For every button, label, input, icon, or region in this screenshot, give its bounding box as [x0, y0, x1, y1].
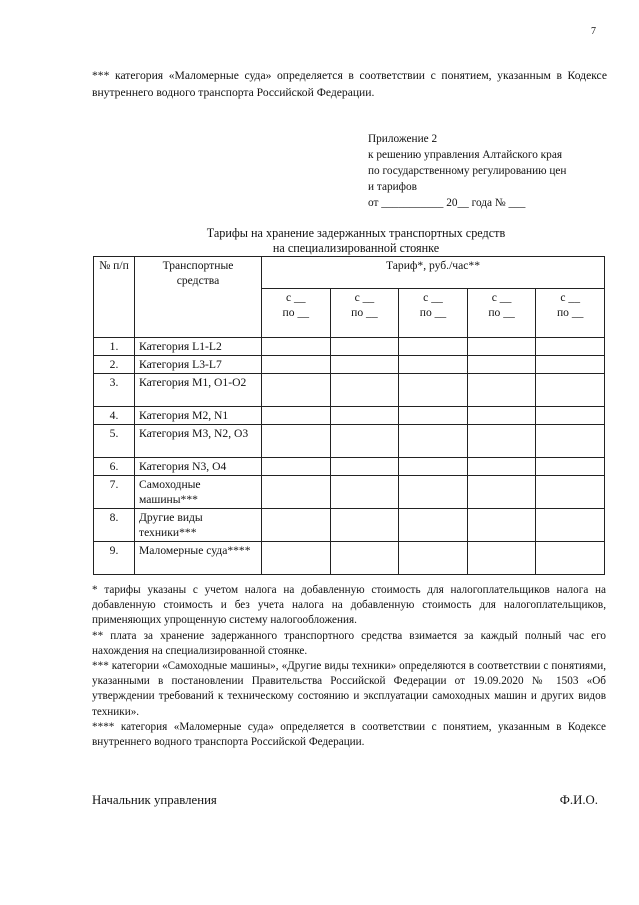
table-row	[94, 425, 605, 458]
tariff-cell	[467, 374, 536, 407]
period-to: по __	[419, 306, 447, 319]
row-number: 2.	[94, 356, 135, 374]
tariff-cell	[262, 458, 331, 476]
table-header-row	[94, 257, 605, 289]
row-number: 5.	[94, 425, 135, 458]
table-row	[94, 458, 605, 476]
row-number: 1.	[94, 338, 135, 356]
period-header	[262, 289, 331, 338]
row-number: 6.	[94, 458, 135, 476]
row-vehicle: Категория L3-L7	[135, 356, 262, 374]
period-header	[467, 289, 536, 338]
header-vehicle-line: средства	[176, 274, 220, 287]
header-number: № п/п	[94, 257, 135, 338]
period-header	[399, 289, 468, 338]
header-vehicle	[135, 257, 262, 338]
signatory-name: Ф.И.О.	[559, 793, 598, 807]
tariff-cell	[399, 542, 468, 575]
tariff-cell	[467, 356, 536, 374]
table-row	[94, 542, 605, 575]
tariff-cell	[467, 425, 536, 458]
period-from: с __	[423, 291, 443, 304]
tariff-cell	[330, 476, 399, 509]
tariff-cell	[262, 356, 331, 374]
table-row	[94, 509, 605, 542]
tariff-cell	[536, 425, 605, 458]
tariff-cell	[399, 407, 468, 425]
tariff-cell	[536, 356, 605, 374]
appendix-block	[368, 131, 618, 211]
tariff-cell	[330, 407, 399, 425]
table-title-line: на специализированной стоянке	[272, 241, 440, 255]
appendix-title: Приложение 2	[368, 133, 438, 145]
header-tariff: Тариф*, руб./час**	[262, 257, 605, 289]
period-to: по __	[556, 306, 584, 319]
period-to: по __	[282, 306, 310, 319]
tariff-cell	[330, 509, 399, 542]
table-row	[94, 407, 605, 425]
period-header	[536, 289, 605, 338]
footnote-vat: * тарифы указаны с учетом налога на добавленную стоимость для налогоплательщиков налога на добавленную стоимость и без учета налога на добавленную стоимость для налогоплательщиков, применяющих упрощенную систему налогообложения.	[92, 584, 606, 627]
table-row	[94, 338, 605, 356]
tariff-cell	[262, 407, 331, 425]
tariff-cell	[399, 338, 468, 356]
tariff-cell	[262, 542, 331, 575]
tariff-cell	[330, 338, 399, 356]
row-vehicle: Категория M1, O1-O2	[135, 374, 262, 407]
table-row	[94, 356, 605, 374]
tariff-cell	[536, 458, 605, 476]
tariff-cell	[536, 374, 605, 407]
appendix-date-line: от ___________ 20__ года № ___	[368, 197, 526, 209]
tariff-cell	[399, 356, 468, 374]
row-number: 8.	[94, 509, 135, 542]
tariff-cell	[262, 509, 331, 542]
tariff-cell	[399, 476, 468, 509]
tariff-cell	[467, 407, 536, 425]
period-from: с __	[491, 291, 512, 304]
tariff-cell	[536, 476, 605, 509]
row-vehicle: Самоходные машины***	[135, 476, 262, 509]
tariff-cell	[330, 542, 399, 575]
row-vehicle: Категория L1-L2	[135, 338, 262, 356]
footnote-machinery: *** категории «Самоходные машины», «Другие виды техники» определяются в соответствии с понятиями, указанными в постановлении Правительства Российской Федерации от 19.09.2020 № 1503 «Об утверждении требований к техническому состоянию и эксплуатации самоходных машин и других видов техники».	[92, 660, 606, 718]
tariff-cell	[536, 509, 605, 542]
tariff-cell	[536, 542, 605, 575]
tariff-cell	[536, 407, 605, 425]
period-from: с __	[354, 291, 375, 304]
tariff-cell	[262, 476, 331, 509]
period-to: по __	[351, 306, 378, 319]
page-number: 7	[591, 26, 596, 37]
tariff-cell	[399, 458, 468, 476]
row-number: 4.	[94, 407, 135, 425]
row-number: 3.	[94, 374, 135, 407]
row-vehicle: Категория M3, N2, O3	[135, 425, 262, 458]
tariff-cell	[536, 338, 605, 356]
appendix-line: к решению управления Алтайского края	[368, 149, 563, 161]
tariff-cell	[262, 374, 331, 407]
row-vehicle: Категория M2, N1	[135, 407, 262, 425]
tariff-cell	[399, 425, 468, 458]
period-from: с __	[560, 291, 580, 304]
tariff-cell	[262, 338, 331, 356]
footnotes	[92, 583, 606, 750]
intro-footnote: *** категория «Маломерные суда» определяется в соответствии с понятием, указанным в Кодексе внутреннего водного транспорта Российской Федерации.	[92, 69, 607, 99]
period-header	[330, 289, 399, 338]
tariff-cell	[330, 356, 399, 374]
tariff-cell	[262, 425, 331, 458]
footnote-small-vessels: **** категория «Маломерные суда» определяется в соответствии с понятием, указанным в Кодексе внутреннего водного транспорта Российской Федерации.	[92, 720, 606, 749]
table-title-line: Тарифы на хранение задержанных транспортных средств	[206, 226, 506, 240]
period-from: с __	[285, 291, 306, 304]
tariff-cell	[467, 542, 536, 575]
period-to: по __	[488, 306, 515, 319]
tariff-cell	[467, 509, 536, 542]
appendix-line: и тарифов	[368, 181, 417, 193]
tariff-cell	[467, 338, 536, 356]
signature-block	[92, 793, 598, 808]
tariff-cell	[330, 374, 399, 407]
table-title	[92, 226, 620, 256]
header-vehicle-line: Транспортные	[162, 259, 234, 272]
tariff-cell	[330, 425, 399, 458]
row-vehicle: Другие виды техники***	[135, 509, 262, 542]
tariff-cell	[467, 458, 536, 476]
tariff-cell	[467, 476, 536, 509]
row-vehicle: Маломерные суда****	[135, 542, 262, 575]
table-row	[94, 476, 605, 509]
row-vehicle: Категория N3, O4	[135, 458, 262, 476]
footnote-hourly-fee: ** плата за хранение задержанного транспортного средства взимается за каждый полный час его нахождения на специализированной стоянке.	[92, 629, 606, 657]
tariff-table	[93, 256, 605, 575]
row-number: 7.	[94, 476, 135, 509]
tariff-cell	[399, 509, 468, 542]
table-row	[94, 374, 605, 407]
tariff-cell	[399, 374, 468, 407]
signatory-position: Начальник управления	[92, 793, 217, 807]
appendix-line: по государственному регулированию цен	[368, 165, 567, 177]
tariff-cell	[330, 458, 399, 476]
row-number: 9.	[94, 542, 135, 575]
